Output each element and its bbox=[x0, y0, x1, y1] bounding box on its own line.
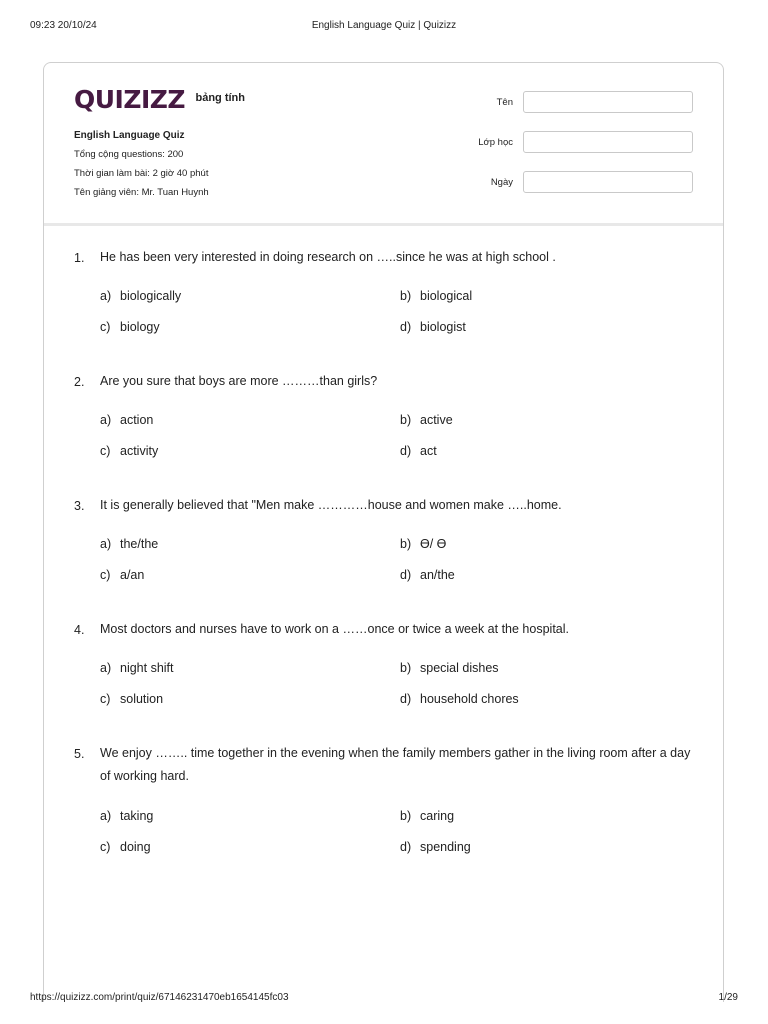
option-d: d) act bbox=[400, 444, 437, 458]
print-page-number: 1/29 bbox=[718, 992, 738, 1003]
option-c: c) biology bbox=[100, 320, 160, 334]
quiz-duration: Thời gian làm bài: 2 giờ 40 phút bbox=[74, 168, 209, 179]
quiz-info bbox=[74, 126, 209, 202]
print-url: https://quizizz.com/print/quiz/67146231470eb1654145fc03 bbox=[30, 992, 289, 1003]
quiz-title: English Language Quiz bbox=[74, 130, 185, 141]
question-number: 1. bbox=[74, 251, 85, 265]
question-number: 4. bbox=[74, 623, 85, 637]
teacher-name: Tên giảng viên: Mr. Tuan Huynh bbox=[74, 187, 209, 198]
question-text: It is generally believed that "Men make …………house and women make …..home. bbox=[100, 498, 562, 512]
option-a: a) taking bbox=[100, 809, 154, 823]
name-input[interactable] bbox=[523, 91, 693, 113]
option-b: b) Ө/ Ө bbox=[400, 537, 447, 551]
date-label: Ngày bbox=[490, 177, 513, 188]
worksheet-header bbox=[44, 63, 723, 226]
logo-row bbox=[74, 85, 245, 113]
question-text: He has been very interested in doing research on …..since he was at high school . bbox=[100, 250, 556, 264]
class-label: Lớp học bbox=[478, 137, 513, 148]
option-d: d) household chores bbox=[400, 692, 519, 706]
option-c: c) doing bbox=[100, 840, 151, 854]
question-number: 3. bbox=[74, 499, 85, 513]
option-d: d) an/the bbox=[400, 568, 455, 582]
question-text: We enjoy …….. time together in the evening when the family members gather in the living room after a day of working hard. bbox=[100, 746, 691, 783]
question-text: Are you sure that boys are more ………than girls? bbox=[100, 374, 378, 388]
option-d: d) spending bbox=[400, 840, 471, 854]
worksheet-label: bảng tính bbox=[195, 91, 245, 104]
option-a: a) night shift bbox=[100, 661, 174, 675]
option-a: a) action bbox=[100, 413, 154, 427]
option-c: c) solution bbox=[100, 692, 164, 706]
option-c: c) a/an bbox=[100, 568, 145, 582]
print-header bbox=[30, 20, 738, 34]
option-b: b) active bbox=[400, 413, 453, 427]
option-b: b) caring bbox=[400, 809, 455, 823]
total-questions: Tổng cộng questions: 200 bbox=[74, 149, 184, 160]
question-number: 2. bbox=[74, 375, 85, 389]
print-datetime: 09:23 20/10/24 bbox=[30, 20, 97, 31]
option-b: b) special dishes bbox=[400, 661, 499, 675]
option-c: c) activity bbox=[100, 444, 159, 458]
print-page-title: English Language Quiz | Quizizz bbox=[311, 20, 457, 31]
print-footer bbox=[30, 992, 738, 1006]
date-input[interactable] bbox=[523, 171, 693, 193]
option-b: b) biological bbox=[400, 289, 473, 303]
question-number: 5. bbox=[74, 747, 85, 761]
option-d: d) biologist bbox=[400, 320, 466, 334]
name-label: Tên bbox=[496, 97, 513, 108]
option-a: a) the/the bbox=[100, 537, 159, 551]
class-input[interactable] bbox=[523, 131, 693, 153]
option-a: a) biologically bbox=[100, 289, 182, 303]
worksheet bbox=[43, 62, 724, 1002]
quizizz-logo: QUIZIZZ bbox=[74, 85, 186, 114]
question-text: Most doctors and nurses have to work on a ……once or twice a week at the hospital. bbox=[100, 622, 569, 636]
